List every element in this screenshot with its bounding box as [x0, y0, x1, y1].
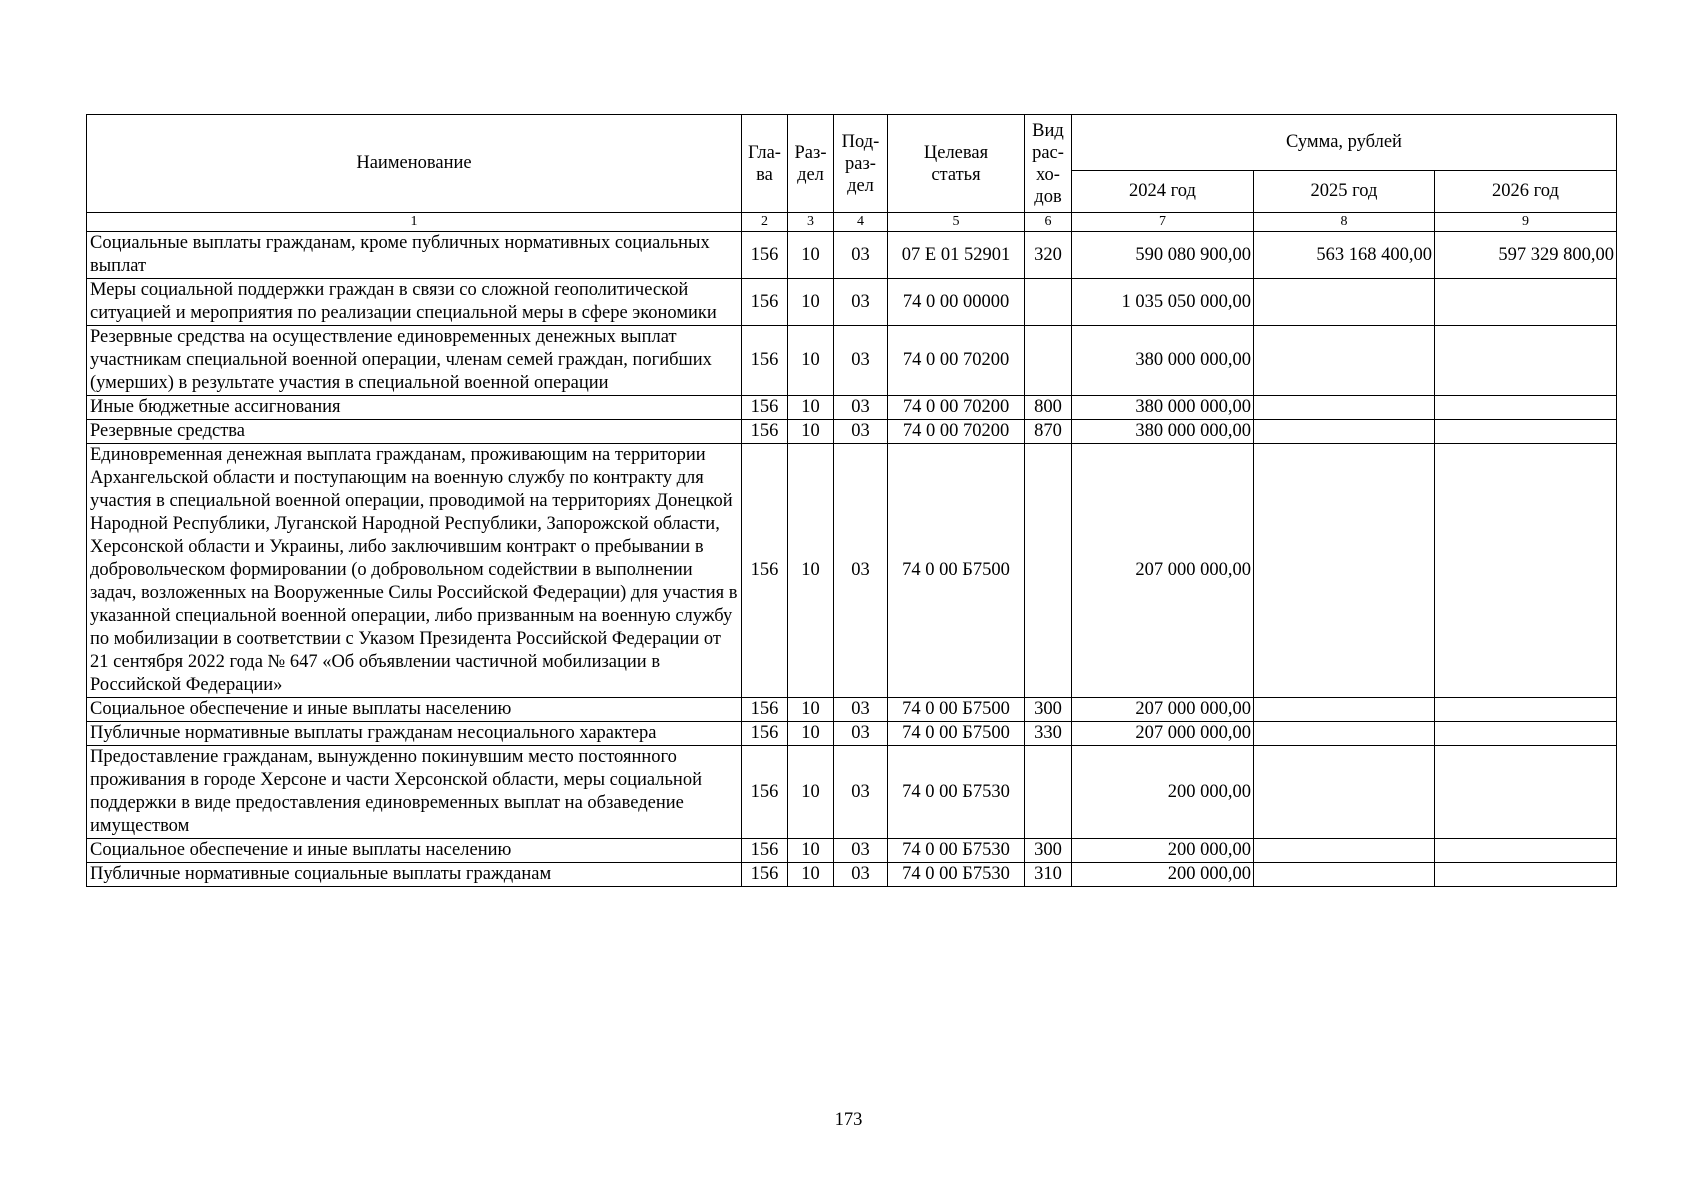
row-name: Резервные средства [87, 420, 742, 444]
table-row [87, 746, 1617, 839]
row-amount-2025 [1254, 722, 1435, 746]
row-glava: 156 [742, 396, 788, 420]
row-vid: 330 [1025, 722, 1072, 746]
row-razdel: 10 [788, 746, 834, 839]
row-glava: 156 [742, 232, 788, 279]
row-amount-2024: 207 000 000,00 [1072, 722, 1254, 746]
table-row [87, 279, 1617, 326]
row-name: Социальное обеспечение и иные выплаты населению [87, 839, 742, 863]
row-glava: 156 [742, 698, 788, 722]
row-name: Предоставление гражданам, вынужденно покинувшим место постоянного проживания в городе Херсоне и части Херсонской области, меры социальной поддержки в виде предоставления единовременных выплат на обзаведение имуществом [87, 746, 742, 839]
row-amount-2026 [1435, 326, 1617, 396]
column-number: 8 [1254, 213, 1435, 232]
row-razdel: 10 [788, 698, 834, 722]
header-sum: Сумма, рублей [1072, 115, 1617, 171]
row-razdel: 10 [788, 863, 834, 887]
row-amount-2025 [1254, 863, 1435, 887]
row-amount-2025 [1254, 698, 1435, 722]
row-razdel: 10 [788, 444, 834, 698]
row-razdel: 10 [788, 279, 834, 326]
row-amount-2025: 563 168 400,00 [1254, 232, 1435, 279]
table-body [87, 232, 1617, 887]
row-amount-2026 [1435, 444, 1617, 698]
row-amount-2024: 380 000 000,00 [1072, 326, 1254, 396]
column-number-row [87, 213, 1617, 232]
row-podrazdel: 03 [834, 326, 888, 396]
row-vid [1025, 444, 1072, 698]
row-amount-2024: 207 000 000,00 [1072, 698, 1254, 722]
row-amount-2026 [1435, 698, 1617, 722]
row-razdel: 10 [788, 722, 834, 746]
row-amount-2026 [1435, 746, 1617, 839]
header-target: Целевая статья [888, 115, 1025, 213]
row-vid: 800 [1025, 396, 1072, 420]
row-amount-2024: 200 000,00 [1072, 863, 1254, 887]
row-podrazdel: 03 [834, 420, 888, 444]
column-number: 3 [788, 213, 834, 232]
row-amount-2026 [1435, 279, 1617, 326]
row-target: 74 0 00 Б7530 [888, 839, 1025, 863]
row-target: 74 0 00 70200 [888, 396, 1025, 420]
table-row [87, 722, 1617, 746]
header-2026: 2026 год [1435, 171, 1617, 213]
header-glava: Гла- ва [742, 115, 788, 213]
row-name: Меры социальной поддержки граждан в связи со сложной геополитической ситуацией и мероприятия по реализации специальной меры в сфере экономики [87, 279, 742, 326]
row-podrazdel: 03 [834, 863, 888, 887]
row-amount-2024: 200 000,00 [1072, 839, 1254, 863]
row-vid: 300 [1025, 698, 1072, 722]
row-glava: 156 [742, 863, 788, 887]
row-amount-2024: 1 035 050 000,00 [1072, 279, 1254, 326]
row-name: Публичные нормативные социальные выплаты гражданам [87, 863, 742, 887]
row-name: Единовременная денежная выплата гражданам, проживающим на территории Архангельской области и поступающим на военную службу по контракту для участия в специальной военной операции, проводимой на территориях Донецкой Народной Республики, Луганской Народной Республики, Запорожской области, Херсонской области и Украины, либо заключившим контракт о пребывании в добровольческом формировании (о добровольном содействии в выполнении задач, возложенных на Вооруженные Силы Российской Федерации) для участия в указанной специальной военной операции, либо призванным на военную службу по мобилизации в соответствии с Указом Президента Российской Федерации от 21 сентября 2022 года № 647 «Об объявлении частичной мобилизации в Российской Федерации» [87, 444, 742, 698]
row-name: Социальное обеспечение и иные выплаты населению [87, 698, 742, 722]
row-target: 74 0 00 70200 [888, 326, 1025, 396]
row-razdel: 10 [788, 420, 834, 444]
row-vid: 870 [1025, 420, 1072, 444]
table-row [87, 839, 1617, 863]
row-glava: 156 [742, 279, 788, 326]
row-target: 74 0 00 Б7500 [888, 444, 1025, 698]
row-amount-2026 [1435, 396, 1617, 420]
row-target: 74 0 00 Б7500 [888, 722, 1025, 746]
header-2024: 2024 год [1072, 171, 1254, 213]
row-podrazdel: 03 [834, 839, 888, 863]
row-amount-2025 [1254, 444, 1435, 698]
row-target: 74 0 00 Б7530 [888, 746, 1025, 839]
budget-table [86, 114, 1617, 887]
row-name: Социальные выплаты гражданам, кроме публичных нормативных социальных выплат [87, 232, 742, 279]
row-amount-2024: 200 000,00 [1072, 746, 1254, 839]
column-number: 5 [888, 213, 1025, 232]
row-glava: 156 [742, 326, 788, 396]
table-row [87, 863, 1617, 887]
table-row [87, 444, 1617, 698]
column-number: 2 [742, 213, 788, 232]
row-vid [1025, 746, 1072, 839]
table-row [87, 232, 1617, 279]
row-amount-2024: 380 000 000,00 [1072, 420, 1254, 444]
column-number: 4 [834, 213, 888, 232]
row-amount-2026 [1435, 863, 1617, 887]
row-amount-2024: 207 000 000,00 [1072, 444, 1254, 698]
row-amount-2025 [1254, 420, 1435, 444]
row-name: Иные бюджетные ассигнования [87, 396, 742, 420]
row-glava: 156 [742, 839, 788, 863]
row-name: Публичные нормативные выплаты гражданам несоциального характера [87, 722, 742, 746]
row-podrazdel: 03 [834, 279, 888, 326]
row-amount-2026 [1435, 420, 1617, 444]
table-row [87, 420, 1617, 444]
row-target: 07 Е 01 52901 [888, 232, 1025, 279]
row-amount-2026: 597 329 800,00 [1435, 232, 1617, 279]
row-razdel: 10 [788, 232, 834, 279]
row-podrazdel: 03 [834, 444, 888, 698]
header-razdel: Раз- дел [788, 115, 834, 213]
row-glava: 156 [742, 722, 788, 746]
row-amount-2026 [1435, 839, 1617, 863]
row-podrazdel: 03 [834, 232, 888, 279]
column-number: 7 [1072, 213, 1254, 232]
row-glava: 156 [742, 746, 788, 839]
row-amount-2026 [1435, 722, 1617, 746]
row-podrazdel: 03 [834, 746, 888, 839]
row-vid: 320 [1025, 232, 1072, 279]
page-number: 173 [834, 1110, 863, 1130]
row-target: 74 0 00 Б7500 [888, 698, 1025, 722]
row-vid [1025, 279, 1072, 326]
row-razdel: 10 [788, 396, 834, 420]
row-podrazdel: 03 [834, 698, 888, 722]
table-row [87, 396, 1617, 420]
header-2025: 2025 год [1254, 171, 1435, 213]
row-target: 74 0 00 70200 [888, 420, 1025, 444]
row-vid: 310 [1025, 863, 1072, 887]
row-target: 74 0 00 00000 [888, 279, 1025, 326]
column-number: 9 [1435, 213, 1617, 232]
header-vid: Вид рас- хо- дов [1025, 115, 1072, 213]
row-amount-2025 [1254, 746, 1435, 839]
table-row [87, 698, 1617, 722]
row-glava: 156 [742, 444, 788, 698]
header-name: Наименование [87, 115, 742, 213]
row-amount-2025 [1254, 396, 1435, 420]
row-vid: 300 [1025, 839, 1072, 863]
row-podrazdel: 03 [834, 396, 888, 420]
row-amount-2025 [1254, 839, 1435, 863]
row-target: 74 0 00 Б7530 [888, 863, 1025, 887]
row-vid [1025, 326, 1072, 396]
row-razdel: 10 [788, 326, 834, 396]
row-amount-2025 [1254, 279, 1435, 326]
row-name: Резервные средства на осуществление единовременных денежных выплат участникам специальной военной операции, членам семей граждан, погибших (умерших) в результате участия в специальной военной операции [87, 326, 742, 396]
row-amount-2025 [1254, 326, 1435, 396]
row-podrazdel: 03 [834, 722, 888, 746]
row-razdel: 10 [788, 839, 834, 863]
column-number: 1 [87, 213, 742, 232]
table-row [87, 326, 1617, 396]
column-number: 6 [1025, 213, 1072, 232]
row-amount-2024: 380 000 000,00 [1072, 396, 1254, 420]
header-podrazdel: Под- раз- дел [834, 115, 888, 213]
row-glava: 156 [742, 420, 788, 444]
row-amount-2024: 590 080 900,00 [1072, 232, 1254, 279]
